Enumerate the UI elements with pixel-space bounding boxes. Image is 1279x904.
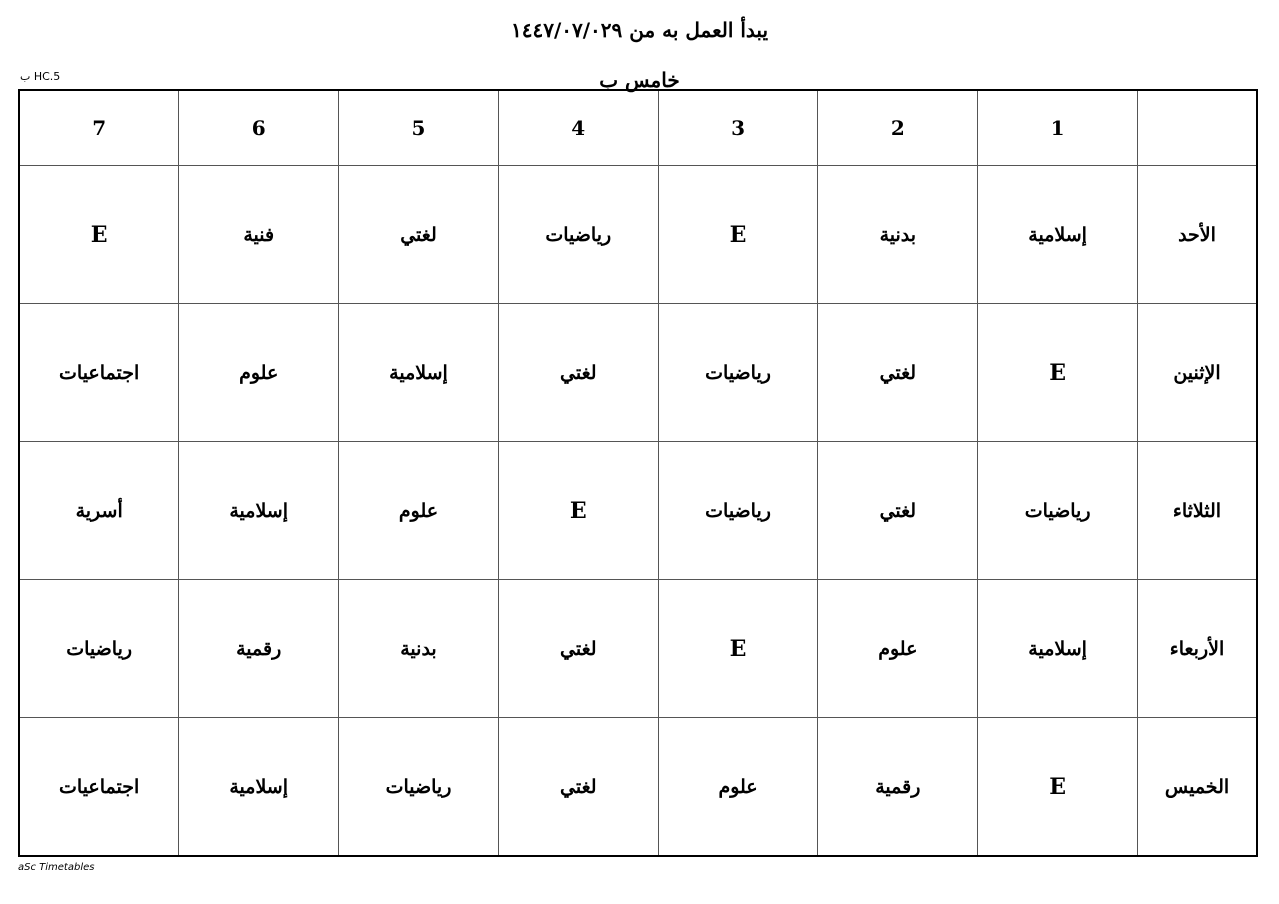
day-label: الأحد bbox=[1138, 166, 1258, 304]
day-label: الثلاثاء bbox=[1138, 442, 1258, 580]
page-title: يبدأ العمل به من ١٤٤٧/٠٧/٠٢٩ bbox=[510, 18, 769, 42]
period-header: 4 bbox=[498, 90, 658, 166]
day-row bbox=[19, 442, 1257, 580]
lesson-cell: E bbox=[658, 580, 818, 718]
lesson-cell: بدنية bbox=[818, 166, 978, 304]
lesson-cell: رياضيات bbox=[498, 166, 658, 304]
day-row bbox=[19, 718, 1257, 857]
lesson-cell: رقمية bbox=[818, 718, 978, 857]
lesson-cell: اجتماعيات bbox=[19, 718, 179, 857]
class-code: HC.5 ب bbox=[20, 70, 61, 83]
lesson-cell: E bbox=[498, 442, 658, 580]
lesson-cell: إسلامية bbox=[179, 442, 339, 580]
day-label: الأربعاء bbox=[1138, 580, 1258, 718]
lesson-cell: أسرية bbox=[19, 442, 179, 580]
lesson-cell: رياضيات bbox=[658, 442, 818, 580]
period-header: 7 bbox=[19, 90, 179, 166]
lesson-cell: E bbox=[658, 166, 818, 304]
lesson-cell: بدنية bbox=[339, 580, 499, 718]
timetable bbox=[18, 89, 1258, 857]
period-header: 5 bbox=[339, 90, 499, 166]
footer-credit: aSc Timetables bbox=[18, 862, 95, 873]
lesson-cell: لغتي bbox=[498, 580, 658, 718]
period-header: 3 bbox=[658, 90, 818, 166]
lesson-cell: رياضيات bbox=[339, 718, 499, 857]
lesson-cell: اجتماعيات bbox=[19, 304, 179, 442]
period-header-row bbox=[19, 90, 1257, 166]
lesson-cell: علوم bbox=[818, 580, 978, 718]
lesson-cell: إسلامية bbox=[179, 718, 339, 857]
lesson-cell: رياضيات bbox=[19, 580, 179, 718]
period-header: 1 bbox=[978, 90, 1138, 166]
period-header: 6 bbox=[179, 90, 339, 166]
lesson-cell: E bbox=[978, 304, 1138, 442]
lesson-cell: علوم bbox=[179, 304, 339, 442]
lesson-cell: إسلامية bbox=[978, 166, 1138, 304]
lesson-cell: لغتي bbox=[498, 304, 658, 442]
lesson-cell: علوم bbox=[339, 442, 499, 580]
lesson-cell: رياضيات bbox=[978, 442, 1138, 580]
lesson-cell: لغتي bbox=[339, 166, 499, 304]
class-name: خامس ب bbox=[599, 68, 680, 92]
lesson-cell: إسلامية bbox=[339, 304, 499, 442]
day-row bbox=[19, 304, 1257, 442]
day-row bbox=[19, 580, 1257, 718]
lesson-cell: E bbox=[978, 718, 1138, 857]
lesson-cell: إسلامية bbox=[978, 580, 1138, 718]
day-row bbox=[19, 166, 1257, 304]
corner-cell bbox=[1138, 90, 1258, 166]
lesson-cell: لغتي bbox=[818, 442, 978, 580]
lesson-cell: لغتي bbox=[498, 718, 658, 857]
lesson-cell: علوم bbox=[658, 718, 818, 857]
lesson-cell: رياضيات bbox=[658, 304, 818, 442]
day-label: الخميس bbox=[1138, 718, 1258, 857]
day-label: الإثنين bbox=[1138, 304, 1258, 442]
lesson-cell: E bbox=[19, 166, 179, 304]
lesson-cell: رقمية bbox=[179, 580, 339, 718]
period-header: 2 bbox=[818, 90, 978, 166]
lesson-cell: لغتي bbox=[818, 304, 978, 442]
lesson-cell: فنية bbox=[179, 166, 339, 304]
